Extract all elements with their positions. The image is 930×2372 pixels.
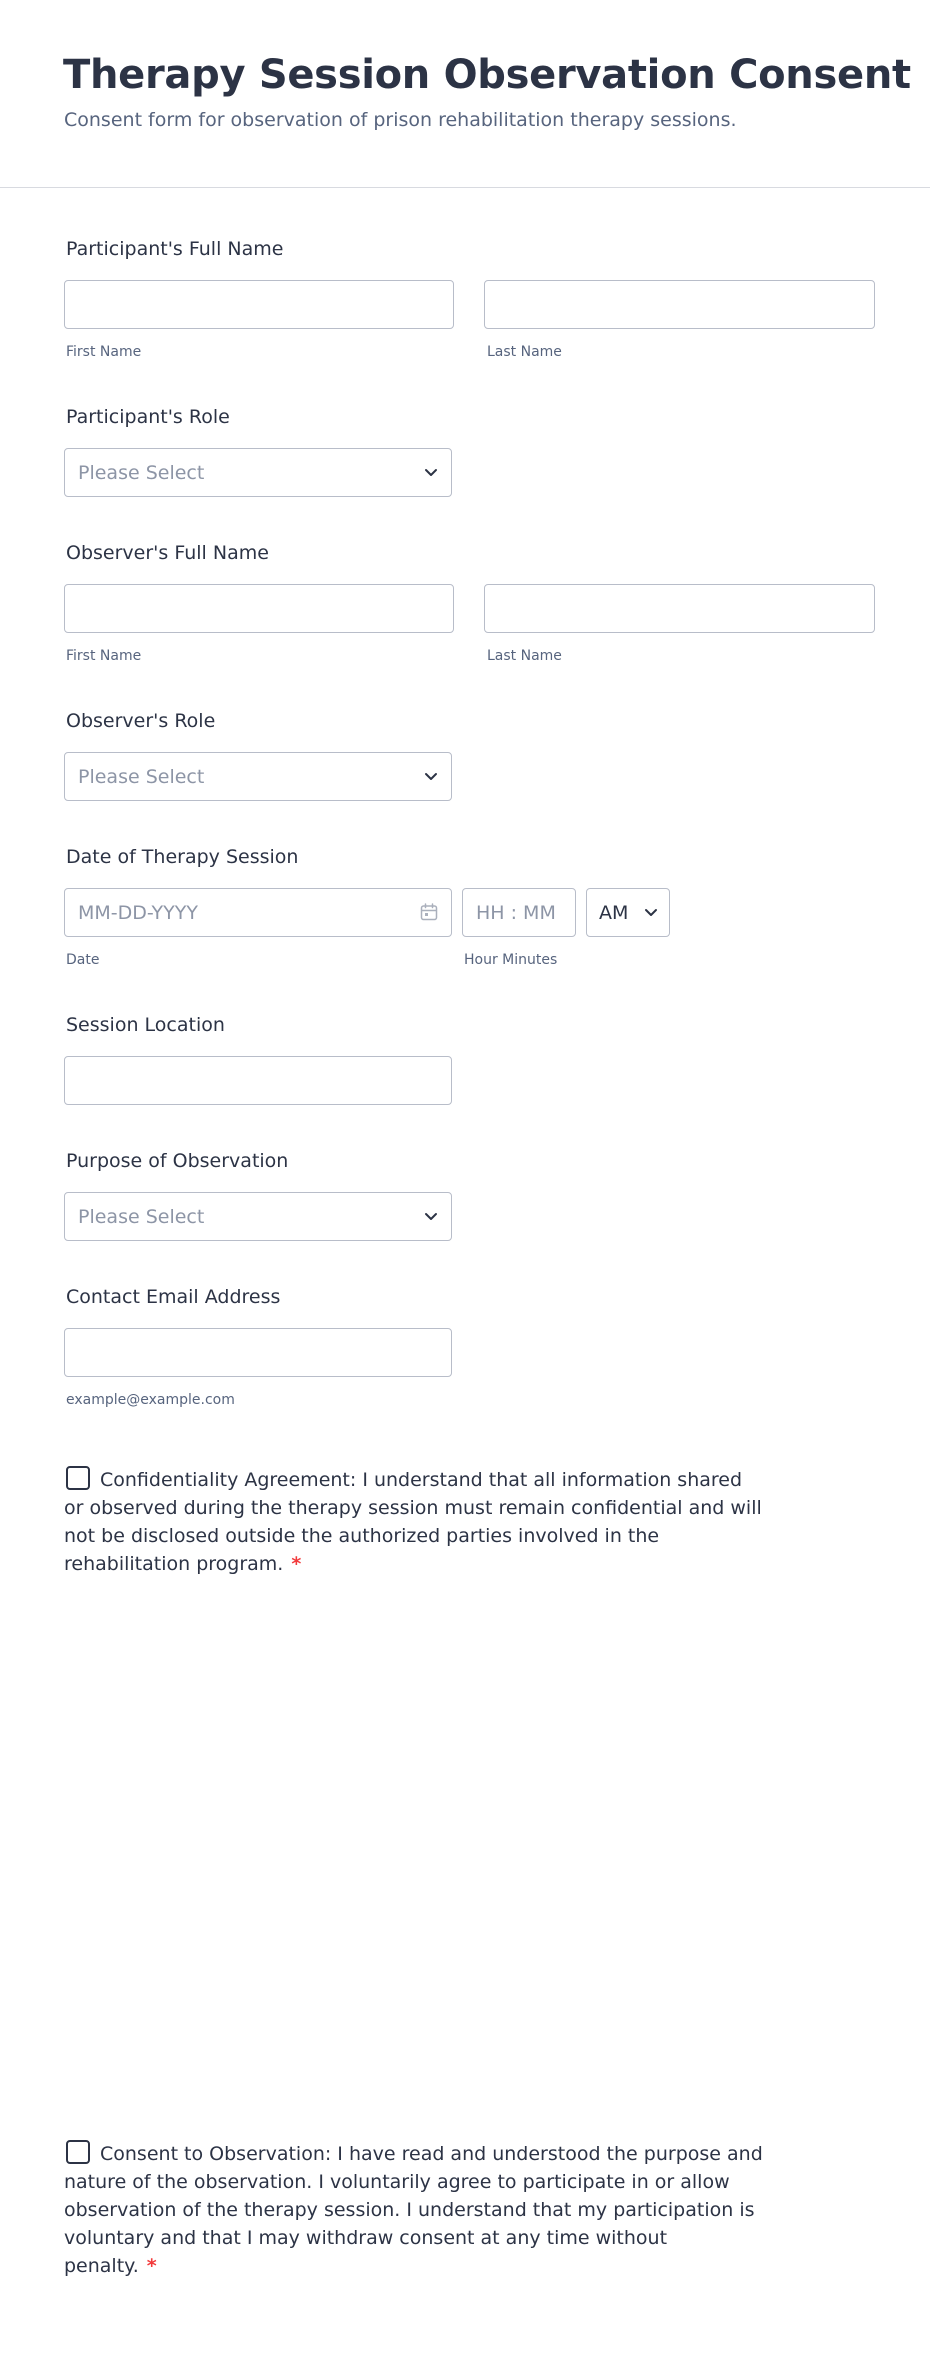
session-date-label: Date of Therapy Session [66, 846, 299, 868]
observer-role-placeholder: Please Select [78, 766, 205, 788]
participant-last-name-sublabel: Last Name [487, 344, 562, 360]
session-time-input[interactable] [462, 888, 576, 937]
email-label: Contact Email Address [66, 1286, 281, 1308]
participant-role-placeholder: Please Select [78, 462, 205, 484]
chevron-down-icon [423, 464, 439, 480]
required-mark: * [291, 1553, 302, 1575]
chevron-down-icon [423, 768, 439, 784]
participant-last-name-input[interactable] [484, 280, 875, 329]
confidentiality-text: Confidentiality Agreement: I understand that all information shared or observed during the therapy session must remain confidential and will not be disclosed outside the authorized parties involved in the rehabilitation program. [64, 1469, 762, 1575]
email-sublabel: example@example.com [66, 1392, 235, 1408]
observer-role-select[interactable] [64, 752, 452, 801]
observer-last-name-sublabel: Last Name [487, 648, 562, 664]
participant-name-label: Participant's Full Name [66, 238, 284, 260]
session-location-label: Session Location [66, 1014, 225, 1036]
purpose-placeholder: Please Select [78, 1206, 205, 1228]
session-location-input[interactable] [64, 1056, 452, 1105]
purpose-label: Purpose of Observation [66, 1150, 289, 1172]
form-header [0, 0, 930, 188]
ampm-value: AM [599, 902, 629, 924]
participant-first-name-sublabel: First Name [66, 344, 142, 360]
required-mark: * [146, 2255, 157, 2277]
participant-first-name-input[interactable] [64, 280, 454, 329]
session-date-sublabel: Date [66, 952, 100, 968]
page-subtitle: Consent form for observation of prison rehabilitation therapy sessions. [64, 109, 737, 131]
chevron-down-icon [643, 904, 659, 920]
observer-first-name-input[interactable] [64, 584, 454, 633]
observer-first-name-sublabel: First Name [66, 648, 142, 664]
consent-to-observation [64, 2140, 764, 2280]
session-time-placeholder: HH : MM [476, 902, 556, 924]
session-date-placeholder: MM-DD-YYYY [78, 902, 198, 924]
chevron-down-icon [423, 1208, 439, 1224]
email-input[interactable] [64, 1328, 452, 1377]
participant-role-select[interactable] [64, 448, 452, 497]
page-title: Therapy Session Observation Consent [63, 52, 911, 98]
session-time-sublabel: Hour Minutes [464, 952, 558, 968]
ampm-select[interactable] [586, 888, 670, 937]
consent-text: Consent to Observation: I have read and understood the purpose and nature of the observation. I voluntarily agree to participate in or allow observation of the therapy session. I understand that my participation is voluntary and that I may withdraw consent at any time without penalty. [64, 2143, 763, 2277]
purpose-select[interactable] [64, 1192, 452, 1241]
calendar-icon[interactable] [420, 903, 438, 921]
observer-role-label: Observer's Role [66, 710, 216, 732]
participant-role-label: Participant's Role [66, 406, 230, 428]
confidentiality-checkbox[interactable] [66, 1466, 90, 1490]
session-date-input[interactable] [64, 888, 452, 937]
consent-checkbox[interactable] [66, 2140, 90, 2164]
observer-name-label: Observer's Full Name [66, 542, 269, 564]
confidentiality-agreement [64, 1466, 764, 1578]
observer-last-name-input[interactable] [484, 584, 875, 633]
